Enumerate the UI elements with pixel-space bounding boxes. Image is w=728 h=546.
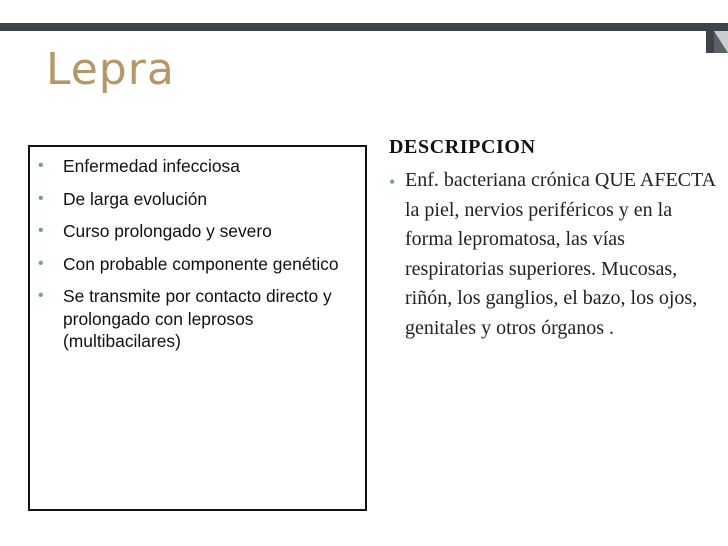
bullet-icon: • <box>389 172 396 192</box>
slide-title: Lepra <box>46 44 175 95</box>
list-item <box>36 188 364 211</box>
list-item-text: Con probable componente genético <box>63 253 339 274</box>
list-item <box>36 220 364 243</box>
description-list <box>387 166 717 344</box>
list-item <box>36 155 364 178</box>
list-item <box>36 285 364 353</box>
description-text: Enf. bacteriana crónica QUE AFECTA la piel, nervios periféricos y en la forma lepromatosa, las vías respiratorias superiores. Mucosas, riñón, los ganglios, el bazo, los ojos, genitales y otros órganos . <box>405 169 715 339</box>
left-bullet-list <box>36 155 364 363</box>
bullet-icon: • <box>38 157 44 174</box>
left-content-box <box>28 145 367 511</box>
bullet-icon: • <box>38 189 44 207</box>
description-column <box>387 134 717 344</box>
list-item-text: Enfermedad infecciosa <box>63 156 240 176</box>
list-item-text: Se transmite por contacto directo y prolongado con leprosos (multibacilares) <box>63 286 332 351</box>
description-heading: DESCRIPCION <box>389 136 536 158</box>
bullet-icon: • <box>38 287 44 304</box>
list-item <box>387 166 717 344</box>
header-band <box>0 23 706 31</box>
bullet-icon: • <box>38 254 44 272</box>
top-margin <box>0 0 728 23</box>
corner-tab-decoration <box>706 23 728 53</box>
list-item-text: De larga evolución <box>63 188 208 209</box>
list-item <box>36 253 364 276</box>
list-item-text: Curso prolongado y severo <box>63 221 272 241</box>
bullet-icon: • <box>38 222 44 239</box>
